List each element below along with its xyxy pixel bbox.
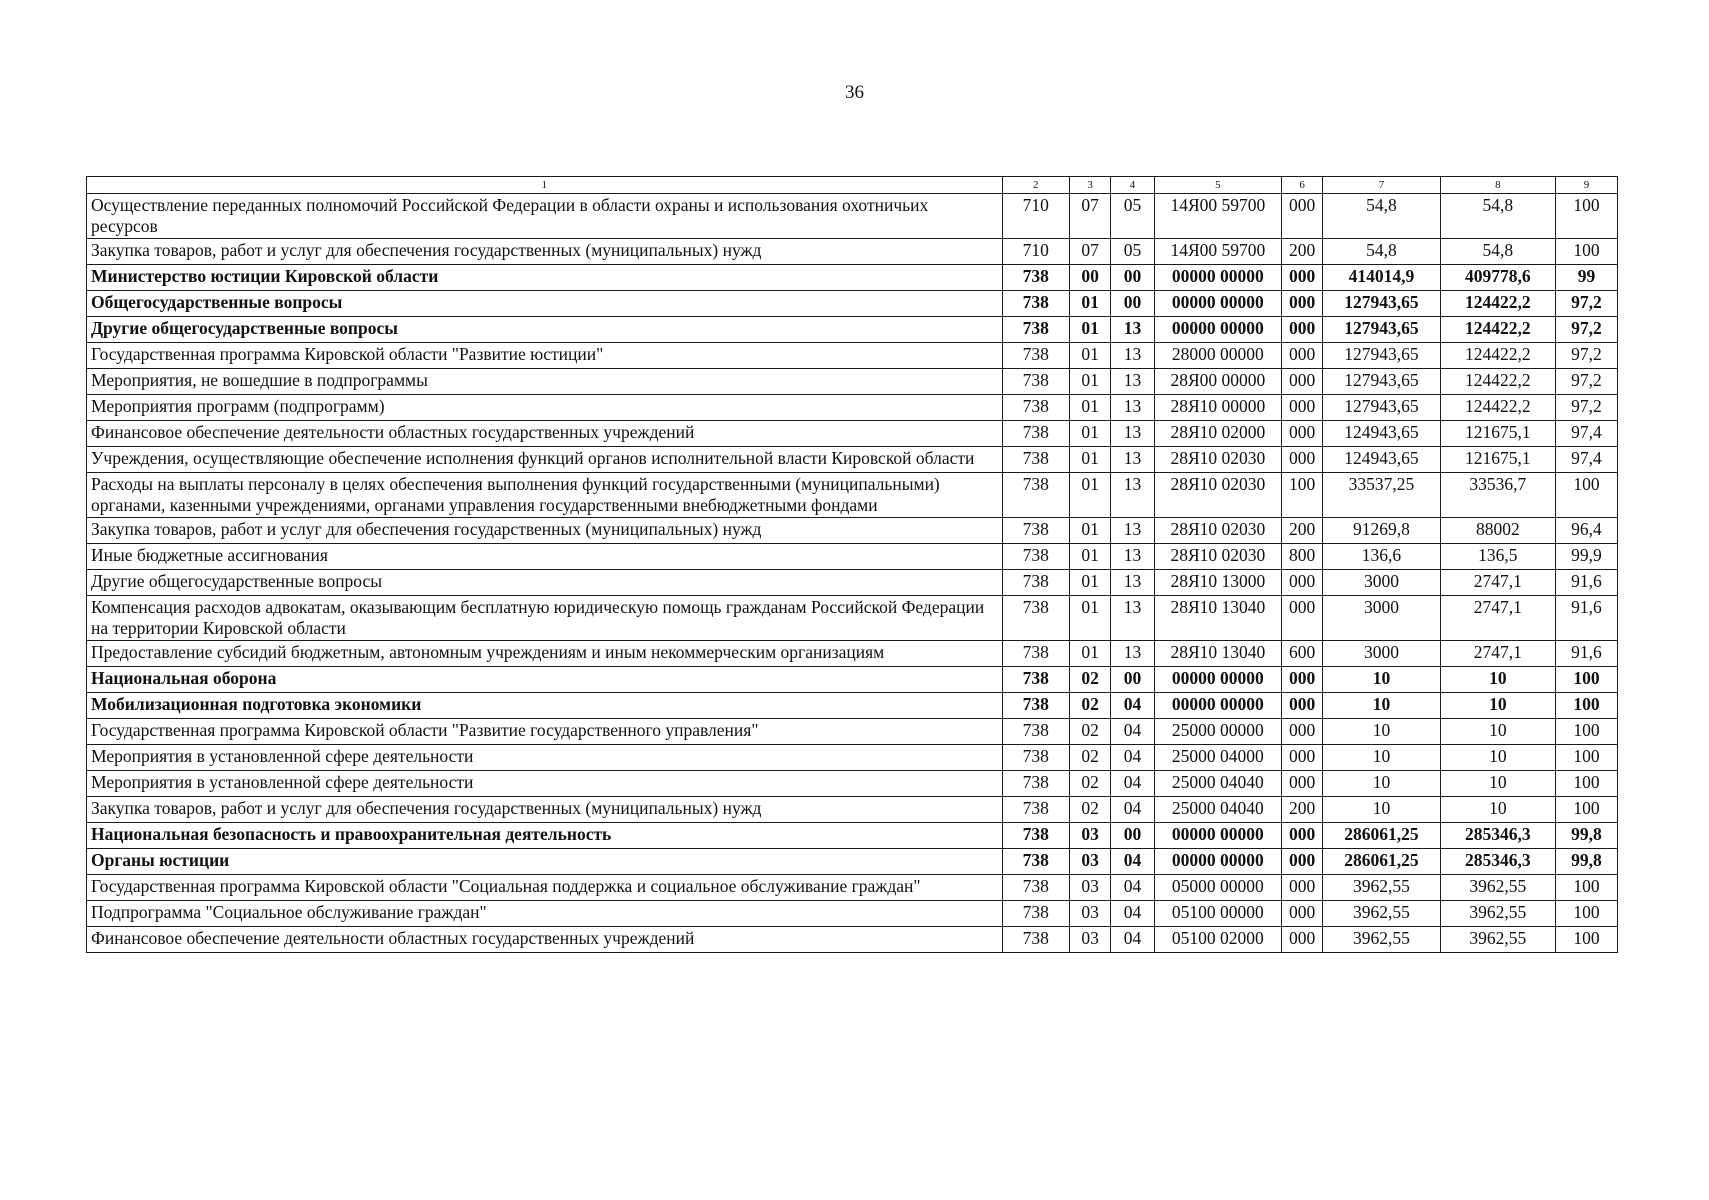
cell-expense-type: 000 (1281, 317, 1322, 343)
cell-admin-code: 738 (1002, 875, 1069, 901)
cell-subsection-code: 04 (1111, 927, 1154, 953)
cell-admin-code: 738 (1002, 745, 1069, 771)
cell-expense-type: 200 (1281, 518, 1322, 544)
cell-executed-amount: 409778,6 (1440, 265, 1555, 291)
cell-executed-amount: 124422,2 (1440, 291, 1555, 317)
cell-expense-type: 000 (1281, 265, 1322, 291)
cell-item-name: Другие общегосударственные вопросы (87, 570, 1003, 596)
cell-item-name: Мероприятия в установленной сфере деятельности (87, 771, 1003, 797)
table-row (87, 693, 1618, 719)
cell-target-article: 28Я10 02030 (1154, 518, 1281, 544)
cell-target-article: 28Я10 13040 (1154, 596, 1281, 641)
table-row (87, 901, 1618, 927)
cell-item-name: Закупка товаров, работ и услуг для обеспечения государственных (муниципальных) нужд (87, 518, 1003, 544)
cell-subsection-code: 04 (1111, 693, 1154, 719)
cell-planned-amount: 136,6 (1323, 544, 1440, 570)
cell-executed-amount: 2747,1 (1440, 570, 1555, 596)
table-row (87, 265, 1618, 291)
cell-executed-amount: 33536,7 (1440, 473, 1555, 518)
cell-section-code: 01 (1069, 473, 1110, 518)
cell-subsection-code: 13 (1111, 369, 1154, 395)
cell-planned-amount: 10 (1323, 719, 1440, 745)
cell-target-article: 28Я10 02030 (1154, 544, 1281, 570)
cell-admin-code: 738 (1002, 771, 1069, 797)
cell-subsection-code: 05 (1111, 239, 1154, 265)
cell-percent-executed: 100 (1555, 194, 1617, 239)
cell-admin-code: 738 (1002, 901, 1069, 927)
cell-executed-amount: 10 (1440, 693, 1555, 719)
cell-section-code: 03 (1069, 849, 1110, 875)
cell-executed-amount: 124422,2 (1440, 317, 1555, 343)
cell-percent-executed: 91,6 (1555, 596, 1617, 641)
table-row (87, 369, 1618, 395)
cell-expense-type: 200 (1281, 239, 1322, 265)
cell-item-name: Иные бюджетные ассигнования (87, 544, 1003, 570)
cell-section-code: 01 (1069, 641, 1110, 667)
cell-target-article: 00000 00000 (1154, 265, 1281, 291)
column-header-3: 3 (1069, 177, 1110, 194)
cell-percent-executed: 99 (1555, 265, 1617, 291)
cell-item-name: Закупка товаров, работ и услуг для обеспечения государственных (муниципальных) нужд (87, 797, 1003, 823)
cell-executed-amount: 3962,55 (1440, 901, 1555, 927)
cell-item-name: Мероприятия в установленной сфере деятельности (87, 745, 1003, 771)
cell-percent-executed: 97,2 (1555, 291, 1617, 317)
table-body (87, 194, 1618, 953)
cell-target-article: 00000 00000 (1154, 317, 1281, 343)
cell-executed-amount: 124422,2 (1440, 369, 1555, 395)
cell-percent-executed: 97,2 (1555, 343, 1617, 369)
cell-item-name: Органы юстиции (87, 849, 1003, 875)
cell-item-name: Другие общегосударственные вопросы (87, 317, 1003, 343)
cell-executed-amount: 2747,1 (1440, 596, 1555, 641)
cell-admin-code: 738 (1002, 849, 1069, 875)
cell-planned-amount: 3000 (1323, 641, 1440, 667)
cell-planned-amount: 127943,65 (1323, 317, 1440, 343)
cell-percent-executed: 100 (1555, 239, 1617, 265)
cell-percent-executed: 100 (1555, 901, 1617, 927)
cell-executed-amount: 10 (1440, 745, 1555, 771)
cell-admin-code: 738 (1002, 395, 1069, 421)
cell-section-code: 00 (1069, 265, 1110, 291)
cell-subsection-code: 04 (1111, 849, 1154, 875)
page-number: 36 (845, 82, 864, 103)
cell-percent-executed: 96,4 (1555, 518, 1617, 544)
cell-executed-amount: 54,8 (1440, 194, 1555, 239)
cell-expense-type: 000 (1281, 421, 1322, 447)
column-header-4: 4 (1111, 177, 1154, 194)
cell-executed-amount: 121675,1 (1440, 421, 1555, 447)
cell-subsection-code: 13 (1111, 544, 1154, 570)
cell-admin-code: 738 (1002, 447, 1069, 473)
cell-section-code: 02 (1069, 797, 1110, 823)
cell-section-code: 01 (1069, 369, 1110, 395)
cell-target-article: 25000 04000 (1154, 745, 1281, 771)
table-row (87, 797, 1618, 823)
cell-target-article: 00000 00000 (1154, 823, 1281, 849)
cell-executed-amount: 10 (1440, 719, 1555, 745)
cell-percent-executed: 97,4 (1555, 421, 1617, 447)
cell-subsection-code: 00 (1111, 667, 1154, 693)
cell-item-name: Финансовое обеспечение деятельности областных государственных учреждений (87, 421, 1003, 447)
cell-expense-type: 000 (1281, 343, 1322, 369)
cell-expense-type: 000 (1281, 849, 1322, 875)
cell-target-article: 28Я10 02030 (1154, 447, 1281, 473)
cell-target-article: 28000 00000 (1154, 343, 1281, 369)
table-row (87, 570, 1618, 596)
cell-executed-amount: 10 (1440, 797, 1555, 823)
table-row (87, 239, 1618, 265)
table-row (87, 849, 1618, 875)
cell-planned-amount: 414014,9 (1323, 265, 1440, 291)
cell-admin-code: 738 (1002, 823, 1069, 849)
table-row (87, 596, 1618, 641)
cell-section-code: 01 (1069, 343, 1110, 369)
cell-subsection-code: 13 (1111, 395, 1154, 421)
cell-planned-amount: 286061,25 (1323, 823, 1440, 849)
cell-expense-type: 000 (1281, 194, 1322, 239)
cell-subsection-code: 04 (1111, 797, 1154, 823)
cell-subsection-code: 05 (1111, 194, 1154, 239)
cell-admin-code: 738 (1002, 693, 1069, 719)
cell-planned-amount: 3962,55 (1323, 875, 1440, 901)
cell-section-code: 07 (1069, 194, 1110, 239)
cell-planned-amount: 127943,65 (1323, 343, 1440, 369)
cell-expense-type: 000 (1281, 875, 1322, 901)
cell-planned-amount: 10 (1323, 693, 1440, 719)
cell-planned-amount: 3962,55 (1323, 901, 1440, 927)
cell-subsection-code: 13 (1111, 317, 1154, 343)
cell-target-article: 25000 04040 (1154, 771, 1281, 797)
cell-expense-type: 000 (1281, 667, 1322, 693)
cell-subsection-code: 00 (1111, 291, 1154, 317)
cell-target-article: 28Я00 00000 (1154, 369, 1281, 395)
cell-target-article: 28Я10 02000 (1154, 421, 1281, 447)
cell-subsection-code: 13 (1111, 447, 1154, 473)
budget-table (86, 176, 1618, 953)
cell-admin-code: 738 (1002, 369, 1069, 395)
cell-item-name: Мероприятия программ (подпрограмм) (87, 395, 1003, 421)
cell-item-name: Расходы на выплаты персоналу в целях обеспечения выполнения функций государственными (муниципальными) органами, казенными учреждениями, органами управления государственными внебюджетными фондами (87, 473, 1003, 518)
cell-planned-amount: 286061,25 (1323, 849, 1440, 875)
cell-admin-code: 738 (1002, 473, 1069, 518)
cell-planned-amount: 127943,65 (1323, 291, 1440, 317)
cell-expense-type: 000 (1281, 823, 1322, 849)
cell-expense-type: 000 (1281, 447, 1322, 473)
table-row (87, 343, 1618, 369)
cell-planned-amount: 10 (1323, 745, 1440, 771)
cell-percent-executed: 97,2 (1555, 317, 1617, 343)
cell-item-name: Компенсация расходов адвокатам, оказывающим бесплатную юридическую помощь гражданам Российской Федерации на территории Кировской области (87, 596, 1003, 641)
cell-expense-type: 000 (1281, 927, 1322, 953)
cell-item-name: Осуществление переданных полномочий Российской Федерации в области охраны и использования охотничьих ресурсов (87, 194, 1003, 239)
cell-target-article: 28Я10 00000 (1154, 395, 1281, 421)
table-header (87, 177, 1618, 194)
cell-admin-code: 738 (1002, 641, 1069, 667)
cell-expense-type: 000 (1281, 745, 1322, 771)
cell-admin-code: 738 (1002, 317, 1069, 343)
cell-section-code: 03 (1069, 901, 1110, 927)
cell-item-name: Мобилизационная подготовка экономики (87, 693, 1003, 719)
cell-section-code: 02 (1069, 745, 1110, 771)
cell-percent-executed: 99,8 (1555, 823, 1617, 849)
cell-percent-executed: 100 (1555, 473, 1617, 518)
cell-admin-code: 738 (1002, 343, 1069, 369)
cell-section-code: 01 (1069, 570, 1110, 596)
cell-admin-code: 738 (1002, 927, 1069, 953)
cell-planned-amount: 91269,8 (1323, 518, 1440, 544)
cell-admin-code: 738 (1002, 421, 1069, 447)
cell-item-name: Подпрограмма "Социальное обслуживание граждан" (87, 901, 1003, 927)
cell-item-name: Предоставление субсидий бюджетным, автономным учреждениям и иным некоммерческим организациям (87, 641, 1003, 667)
cell-subsection-code: 04 (1111, 745, 1154, 771)
cell-admin-code: 738 (1002, 719, 1069, 745)
cell-item-name: Государственная программа Кировской области "Социальная поддержка и социальное обслуживание граждан" (87, 875, 1003, 901)
cell-target-article: 05100 02000 (1154, 927, 1281, 953)
table-row (87, 823, 1618, 849)
cell-percent-executed: 97,2 (1555, 369, 1617, 395)
cell-percent-executed: 100 (1555, 771, 1617, 797)
cell-executed-amount: 121675,1 (1440, 447, 1555, 473)
table-row (87, 719, 1618, 745)
cell-subsection-code: 13 (1111, 570, 1154, 596)
cell-executed-amount: 3962,55 (1440, 927, 1555, 953)
cell-section-code: 02 (1069, 719, 1110, 745)
cell-item-name: Государственная программа Кировской области "Развитие государственного управления" (87, 719, 1003, 745)
table-row (87, 395, 1618, 421)
cell-expense-type: 000 (1281, 719, 1322, 745)
cell-target-article: 00000 00000 (1154, 849, 1281, 875)
cell-planned-amount: 54,8 (1323, 194, 1440, 239)
column-header-5: 5 (1154, 177, 1281, 194)
table-row (87, 771, 1618, 797)
cell-expense-type: 000 (1281, 901, 1322, 927)
column-header-2: 2 (1002, 177, 1069, 194)
cell-item-name: Национальная оборона (87, 667, 1003, 693)
cell-executed-amount: 3962,55 (1440, 875, 1555, 901)
cell-section-code: 01 (1069, 291, 1110, 317)
cell-planned-amount: 3000 (1323, 596, 1440, 641)
cell-section-code: 02 (1069, 667, 1110, 693)
cell-section-code: 01 (1069, 421, 1110, 447)
cell-section-code: 03 (1069, 823, 1110, 849)
cell-expense-type: 000 (1281, 771, 1322, 797)
cell-executed-amount: 124422,2 (1440, 395, 1555, 421)
cell-subsection-code: 00 (1111, 823, 1154, 849)
cell-percent-executed: 100 (1555, 927, 1617, 953)
cell-planned-amount: 10 (1323, 667, 1440, 693)
table-row (87, 641, 1618, 667)
cell-admin-code: 738 (1002, 797, 1069, 823)
cell-percent-executed: 100 (1555, 693, 1617, 719)
cell-section-code: 01 (1069, 317, 1110, 343)
table-row (87, 447, 1618, 473)
cell-section-code: 01 (1069, 447, 1110, 473)
cell-section-code: 01 (1069, 596, 1110, 641)
table-row (87, 317, 1618, 343)
cell-target-article: 25000 00000 (1154, 719, 1281, 745)
cell-target-article: 14Я00 59700 (1154, 239, 1281, 265)
cell-planned-amount: 124943,65 (1323, 447, 1440, 473)
cell-admin-code: 738 (1002, 596, 1069, 641)
cell-subsection-code: 13 (1111, 641, 1154, 667)
column-header-9: 9 (1555, 177, 1617, 194)
cell-planned-amount: 124943,65 (1323, 421, 1440, 447)
cell-executed-amount: 88002 (1440, 518, 1555, 544)
cell-target-article: 00000 00000 (1154, 667, 1281, 693)
column-header-7: 7 (1323, 177, 1440, 194)
cell-subsection-code: 00 (1111, 265, 1154, 291)
cell-subsection-code: 13 (1111, 473, 1154, 518)
cell-section-code: 03 (1069, 927, 1110, 953)
cell-percent-executed: 91,6 (1555, 570, 1617, 596)
cell-item-name: Учреждения, осуществляющие обеспечение исполнения функций органов исполнительной власти Кировской области (87, 447, 1003, 473)
cell-expense-type: 600 (1281, 641, 1322, 667)
cell-planned-amount: 3000 (1323, 570, 1440, 596)
cell-item-name: Общегосударственные вопросы (87, 291, 1003, 317)
cell-item-name: Государственная программа Кировской области "Развитие юстиции" (87, 343, 1003, 369)
cell-item-name: Закупка товаров, работ и услуг для обеспечения государственных (муниципальных) нужд (87, 239, 1003, 265)
cell-expense-type: 200 (1281, 797, 1322, 823)
cell-admin-code: 738 (1002, 518, 1069, 544)
cell-expense-type: 000 (1281, 369, 1322, 395)
cell-section-code: 01 (1069, 395, 1110, 421)
table-row (87, 518, 1618, 544)
table-row (87, 745, 1618, 771)
cell-percent-executed: 97,2 (1555, 395, 1617, 421)
header-row (87, 177, 1618, 194)
cell-subsection-code: 13 (1111, 421, 1154, 447)
table-row (87, 544, 1618, 570)
column-header-1: 1 (87, 177, 1003, 194)
cell-section-code: 02 (1069, 693, 1110, 719)
cell-section-code: 01 (1069, 518, 1110, 544)
table-row (87, 875, 1618, 901)
cell-planned-amount: 127943,65 (1323, 395, 1440, 421)
cell-percent-executed: 99,8 (1555, 849, 1617, 875)
table-row (87, 473, 1618, 518)
cell-section-code: 01 (1069, 544, 1110, 570)
cell-admin-code: 738 (1002, 544, 1069, 570)
cell-admin-code: 738 (1002, 570, 1069, 596)
cell-percent-executed: 100 (1555, 745, 1617, 771)
cell-executed-amount: 54,8 (1440, 239, 1555, 265)
cell-percent-executed: 97,4 (1555, 447, 1617, 473)
cell-expense-type: 000 (1281, 693, 1322, 719)
cell-subsection-code: 13 (1111, 343, 1154, 369)
cell-executed-amount: 285346,3 (1440, 823, 1555, 849)
cell-target-article: 00000 00000 (1154, 291, 1281, 317)
cell-target-article: 28Я10 13040 (1154, 641, 1281, 667)
cell-target-article: 05000 00000 (1154, 875, 1281, 901)
cell-subsection-code: 13 (1111, 596, 1154, 641)
cell-percent-executed: 100 (1555, 719, 1617, 745)
cell-expense-type: 100 (1281, 473, 1322, 518)
cell-expense-type: 000 (1281, 570, 1322, 596)
cell-target-article: 25000 04040 (1154, 797, 1281, 823)
cell-section-code: 07 (1069, 239, 1110, 265)
cell-percent-executed: 91,6 (1555, 641, 1617, 667)
cell-item-name: Министерство юстиции Кировской области (87, 265, 1003, 291)
cell-item-name: Национальная безопасность и правоохранительная деятельность (87, 823, 1003, 849)
cell-subsection-code: 04 (1111, 719, 1154, 745)
cell-section-code: 02 (1069, 771, 1110, 797)
cell-expense-type: 000 (1281, 596, 1322, 641)
cell-executed-amount: 285346,3 (1440, 849, 1555, 875)
cell-subsection-code: 04 (1111, 875, 1154, 901)
cell-percent-executed: 100 (1555, 797, 1617, 823)
table-row (87, 194, 1618, 239)
cell-percent-executed: 100 (1555, 667, 1617, 693)
cell-planned-amount: 33537,25 (1323, 473, 1440, 518)
cell-executed-amount: 136,5 (1440, 544, 1555, 570)
cell-executed-amount: 124422,2 (1440, 343, 1555, 369)
cell-admin-code: 738 (1002, 667, 1069, 693)
column-header-8: 8 (1440, 177, 1555, 194)
cell-target-article: 14Я00 59700 (1154, 194, 1281, 239)
cell-planned-amount: 3962,55 (1323, 927, 1440, 953)
table-row (87, 927, 1618, 953)
cell-executed-amount: 10 (1440, 667, 1555, 693)
cell-admin-code: 738 (1002, 265, 1069, 291)
cell-item-name: Мероприятия, не вошедшие в подпрограммы (87, 369, 1003, 395)
cell-admin-code: 710 (1002, 239, 1069, 265)
cell-item-name: Финансовое обеспечение деятельности областных государственных учреждений (87, 927, 1003, 953)
table-row (87, 291, 1618, 317)
cell-target-article: 28Я10 02030 (1154, 473, 1281, 518)
cell-planned-amount: 10 (1323, 771, 1440, 797)
cell-subsection-code: 04 (1111, 901, 1154, 927)
cell-percent-executed: 100 (1555, 875, 1617, 901)
cell-admin-code: 738 (1002, 291, 1069, 317)
column-header-6: 6 (1281, 177, 1322, 194)
cell-subsection-code: 13 (1111, 518, 1154, 544)
cell-target-article: 00000 00000 (1154, 693, 1281, 719)
table-row (87, 421, 1618, 447)
cell-section-code: 03 (1069, 875, 1110, 901)
table-row (87, 667, 1618, 693)
cell-expense-type: 800 (1281, 544, 1322, 570)
cell-expense-type: 000 (1281, 395, 1322, 421)
cell-executed-amount: 10 (1440, 771, 1555, 797)
cell-planned-amount: 10 (1323, 797, 1440, 823)
cell-percent-executed: 99,9 (1555, 544, 1617, 570)
cell-target-article: 28Я10 13000 (1154, 570, 1281, 596)
cell-admin-code: 710 (1002, 194, 1069, 239)
cell-expense-type: 000 (1281, 291, 1322, 317)
cell-subsection-code: 04 (1111, 771, 1154, 797)
cell-planned-amount: 127943,65 (1323, 369, 1440, 395)
cell-planned-amount: 54,8 (1323, 239, 1440, 265)
cell-executed-amount: 2747,1 (1440, 641, 1555, 667)
cell-target-article: 05100 00000 (1154, 901, 1281, 927)
